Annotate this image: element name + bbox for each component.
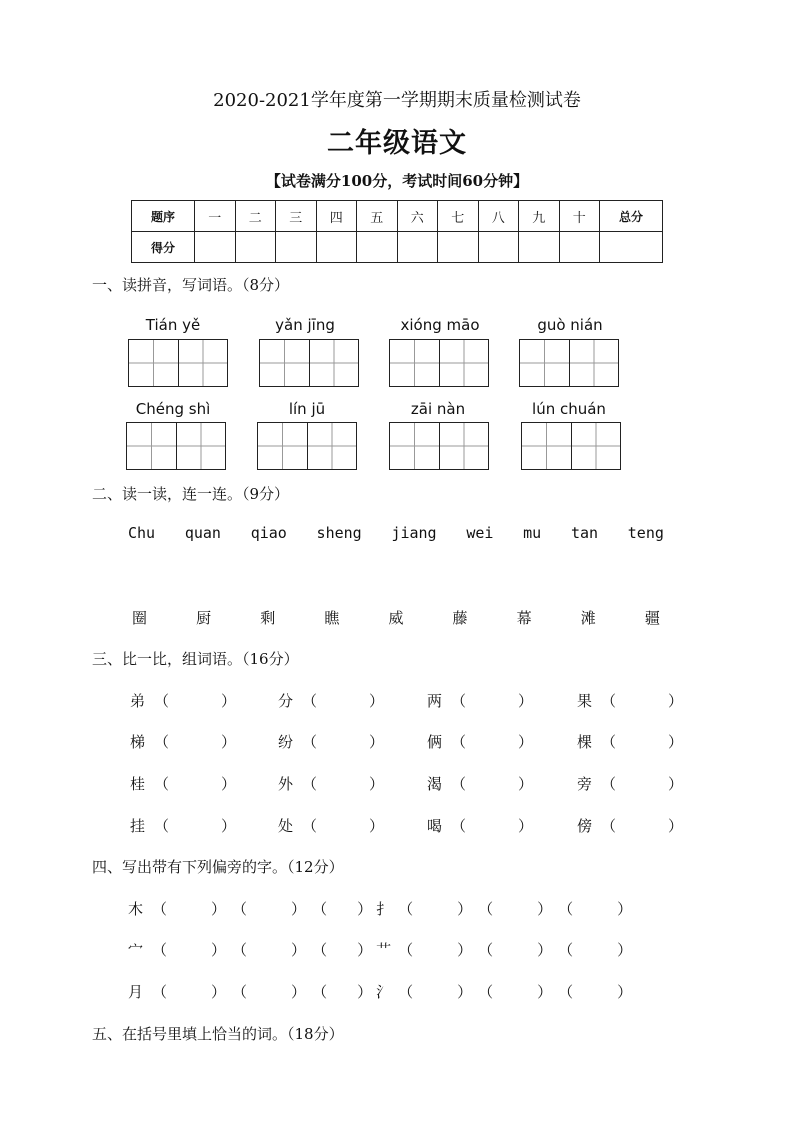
score-cell[interactable]: [276, 232, 317, 263]
close-paren: ）: [211, 941, 227, 959]
col-6: 六: [397, 201, 438, 232]
open-paren: （: [451, 733, 467, 751]
answer-blank[interactable]: [493, 939, 537, 960]
open-paren: （: [601, 817, 617, 835]
base-char: 果: [577, 692, 593, 710]
close-paren: ）: [537, 941, 553, 959]
open-paren: （: [451, 692, 467, 710]
answer-blank[interactable]: [317, 690, 369, 711]
pinyin-label: xióng māo: [400, 316, 480, 334]
pinyin-item[interactable]: tan: [570, 524, 599, 542]
score-cell[interactable]: [600, 232, 663, 263]
hanzi-item[interactable]: 剩: [260, 609, 276, 627]
writing-grid[interactable]: [128, 339, 228, 387]
score-cell[interactable]: [519, 232, 560, 263]
close-paren: ）: [617, 900, 633, 918]
base-char: 弟: [130, 692, 146, 710]
open-paren: （: [154, 733, 170, 751]
answer-blank[interactable]: [573, 981, 617, 1002]
answer-blank[interactable]: [167, 898, 211, 919]
radical-row: [128, 939, 688, 960]
answer-blank[interactable]: [466, 690, 518, 711]
close-paren: ）: [369, 692, 385, 710]
close-paren: ）: [668, 733, 684, 751]
open-paren: （: [398, 983, 414, 1001]
base-char: 喝: [427, 817, 443, 835]
close-paren: ）: [357, 900, 373, 918]
answer-blank[interactable]: [247, 898, 291, 919]
close-paren: ）: [518, 733, 534, 751]
pinyin-row: [128, 524, 664, 542]
exam-note: 【试卷满分100分，考试时间60分钟】: [265, 172, 529, 190]
col-5: 五: [357, 201, 398, 232]
close-paren: ）: [291, 941, 307, 959]
score-cell[interactable]: [316, 232, 357, 263]
close-paren: ）: [617, 941, 633, 959]
close-paren: ）: [221, 733, 237, 751]
base-char: 外: [278, 775, 294, 793]
writing-grid[interactable]: [389, 339, 489, 387]
close-paren: ）: [221, 692, 237, 710]
close-paren: ）: [537, 900, 553, 918]
word-item: [278, 815, 384, 836]
close-paren: ）: [668, 775, 684, 793]
hanzi-row: [128, 607, 664, 628]
exam-title: 2020-2021学年度第一学期期末质量检测试卷: [213, 90, 581, 111]
radical-left: 宀: [128, 941, 144, 959]
close-paren: ）: [518, 692, 534, 710]
radical-row: [128, 898, 688, 919]
answer-blank[interactable]: [169, 690, 221, 711]
base-char: 分: [278, 692, 294, 710]
word-item: [427, 773, 533, 794]
open-paren: （: [312, 900, 328, 918]
open-paren: （: [152, 941, 168, 959]
writing-grid[interactable]: [126, 422, 226, 470]
close-paren: ）: [457, 983, 473, 1001]
answer-blank[interactable]: [169, 815, 221, 836]
answer-blank[interactable]: [616, 773, 668, 794]
open-paren: （: [152, 900, 168, 918]
col-3: 三: [276, 201, 317, 232]
answer-blank[interactable]: [573, 898, 617, 919]
hanzi-item[interactable]: 幕: [516, 609, 532, 627]
section1-heading: 一、读拼音，写词语。（8分）: [92, 276, 290, 294]
base-char: 挂: [130, 817, 146, 835]
close-paren: ）: [291, 983, 307, 1001]
close-paren: ）: [369, 817, 385, 835]
pinyin-item[interactable]: wei: [466, 524, 494, 542]
answer-blank[interactable]: [573, 939, 617, 960]
answer-blank[interactable]: [493, 898, 537, 919]
answer-blank[interactable]: [413, 898, 457, 919]
pinyin-item[interactable]: qiao: [250, 524, 287, 542]
section5-heading: 五、在括号里填上恰当的词。（18分）: [92, 1025, 344, 1043]
word-item: [130, 815, 236, 836]
pinyin-label: Chéng shì: [135, 400, 211, 418]
answer-blank[interactable]: [466, 815, 518, 836]
answer-blank[interactable]: [317, 773, 369, 794]
word-item: [278, 773, 384, 794]
pinyin-item[interactable]: Chu: [128, 524, 156, 542]
base-char: 傍: [577, 817, 593, 835]
answer-blank[interactable]: [169, 773, 221, 794]
pinyin-label: lún chuán: [532, 400, 606, 418]
close-paren: ）: [457, 900, 473, 918]
open-paren: （: [478, 900, 494, 918]
close-paren: ）: [668, 817, 684, 835]
hanzi-item[interactable]: 瞧: [324, 609, 340, 627]
close-paren: ）: [221, 817, 237, 835]
word-item: [130, 773, 236, 794]
col-10: 十: [559, 201, 600, 232]
score-cell[interactable]: [478, 232, 519, 263]
score-cell[interactable]: [438, 232, 479, 263]
close-paren: ）: [357, 983, 373, 1001]
open-paren: （: [154, 817, 170, 835]
score-cell[interactable]: [357, 232, 398, 263]
pinyin-item[interactable]: quan: [184, 524, 221, 542]
word-item: [427, 815, 533, 836]
answer-blank[interactable]: [413, 981, 457, 1002]
col-4: 四: [316, 201, 357, 232]
score-cell[interactable]: [559, 232, 600, 263]
answer-blank[interactable]: [247, 939, 291, 960]
close-paren: ）: [211, 983, 227, 1001]
open-paren: （: [601, 775, 617, 793]
score-table: [131, 200, 663, 263]
open-paren: （: [398, 941, 414, 959]
answer-blank[interactable]: [317, 731, 369, 752]
close-paren: ）: [518, 775, 534, 793]
answer-blank[interactable]: [616, 815, 668, 836]
answer-blank[interactable]: [327, 981, 357, 1002]
close-paren: ）: [211, 900, 227, 918]
answer-blank[interactable]: [169, 731, 221, 752]
section4-heading: 四、写出带有下列偏旁的字。（12分）: [92, 858, 344, 876]
pinyin-item[interactable]: mu: [523, 524, 542, 542]
open-paren: （: [451, 775, 467, 793]
hanzi-item[interactable]: 威: [388, 609, 404, 627]
word-item: [278, 731, 384, 752]
pinyin-item[interactable]: jiang: [391, 524, 437, 542]
open-paren: （: [558, 941, 574, 959]
close-paren: ）: [369, 733, 385, 751]
pinyin-label: guò nián: [537, 316, 603, 334]
open-paren: （: [154, 692, 170, 710]
answer-blank[interactable]: [167, 981, 211, 1002]
row-label-score: 得分: [132, 232, 195, 263]
open-paren: （: [152, 983, 168, 1001]
base-char: 处: [278, 817, 294, 835]
radical-right: 氵: [376, 983, 392, 1001]
close-paren: ）: [457, 941, 473, 959]
radical-right: 扌: [376, 900, 392, 918]
word-item: [427, 690, 533, 711]
score-cell[interactable]: [195, 232, 236, 263]
answer-blank[interactable]: [413, 939, 457, 960]
hanzi-item[interactable]: 圈: [132, 609, 148, 627]
writing-grid[interactable]: [259, 339, 359, 387]
answer-blank[interactable]: [616, 690, 668, 711]
open-paren: （: [302, 733, 318, 751]
col-9: 九: [519, 201, 560, 232]
open-paren: （: [558, 900, 574, 918]
open-paren: （: [154, 775, 170, 793]
writing-grid[interactable]: [519, 339, 619, 387]
word-item: [577, 731, 683, 752]
close-paren: ）: [291, 900, 307, 918]
word-item: [577, 690, 683, 711]
col-8: 八: [478, 201, 519, 232]
writing-grid[interactable]: [521, 422, 621, 470]
writing-grid[interactable]: [257, 422, 357, 470]
base-char: 桂: [130, 775, 146, 793]
word-item: [577, 815, 683, 836]
pinyin-label: yǎn jīng: [275, 316, 335, 334]
answer-blank[interactable]: [493, 981, 537, 1002]
open-paren: （: [302, 817, 318, 835]
base-char: 两: [427, 692, 443, 710]
radical-row: [128, 981, 688, 1002]
answer-blank[interactable]: [466, 731, 518, 752]
col-total: 总分: [600, 201, 663, 232]
word-item: [577, 773, 683, 794]
answer-blank[interactable]: [247, 981, 291, 1002]
radical-right: 艹: [376, 941, 392, 959]
open-paren: （: [232, 900, 248, 918]
score-cell[interactable]: [235, 232, 276, 263]
open-paren: （: [601, 733, 617, 751]
close-paren: ）: [518, 817, 534, 835]
word-item: [130, 731, 236, 752]
pinyin-item[interactable]: sheng: [316, 524, 362, 542]
open-paren: （: [451, 817, 467, 835]
close-paren: ）: [221, 775, 237, 793]
exam-subtitle: 二年级语文: [327, 128, 467, 159]
open-paren: （: [302, 775, 318, 793]
answer-blank[interactable]: [317, 815, 369, 836]
col-2: 二: [235, 201, 276, 232]
word-item: [427, 731, 533, 752]
answer-blank[interactable]: [327, 898, 357, 919]
word-item: [130, 690, 236, 711]
pinyin-label: lín jū: [288, 400, 326, 418]
open-paren: （: [232, 941, 248, 959]
answer-blank[interactable]: [466, 773, 518, 794]
open-paren: （: [398, 900, 414, 918]
answer-blank[interactable]: [616, 731, 668, 752]
base-char: 梯: [130, 733, 146, 751]
base-char: 棵: [577, 733, 593, 751]
pinyin-label: zāi nàn: [410, 400, 466, 418]
open-paren: （: [478, 983, 494, 1001]
base-char: 旁: [577, 775, 593, 793]
col-1: 一: [195, 201, 236, 232]
close-paren: ）: [617, 983, 633, 1001]
base-char: 俩: [427, 733, 443, 751]
section3-heading: 三、比一比，组词语。（16分）: [92, 650, 299, 668]
open-paren: （: [232, 983, 248, 1001]
hanzi-item[interactable]: 疆: [644, 609, 660, 627]
hanzi-item[interactable]: 滩: [580, 609, 596, 627]
open-paren: （: [601, 692, 617, 710]
close-paren: ）: [668, 692, 684, 710]
close-paren: ）: [537, 983, 553, 1001]
score-cell[interactable]: [397, 232, 438, 263]
open-paren: （: [302, 692, 318, 710]
section2-heading: 二、读一读，连一连。（9分）: [92, 485, 290, 503]
hanzi-item[interactable]: 厨: [196, 609, 212, 627]
base-char: 纷: [278, 733, 294, 751]
radical-left: 木: [128, 900, 144, 918]
close-paren: ）: [369, 775, 385, 793]
base-char: 渴: [427, 775, 443, 793]
col-7: 七: [438, 201, 479, 232]
open-paren: （: [478, 941, 494, 959]
hanzi-item[interactable]: 藤: [452, 609, 468, 627]
open-paren: （: [312, 941, 328, 959]
word-item: [278, 690, 384, 711]
pinyin-label: Tián yě: [145, 316, 201, 334]
close-paren: ）: [357, 941, 373, 959]
pinyin-item[interactable]: teng: [627, 524, 664, 542]
answer-blank[interactable]: [167, 939, 211, 960]
writing-grid[interactable]: [389, 422, 489, 470]
row-label-order: 题序: [132, 201, 195, 232]
answer-blank[interactable]: [327, 939, 357, 960]
open-paren: （: [312, 983, 328, 1001]
radical-left: 月: [128, 983, 144, 1001]
open-paren: （: [558, 983, 574, 1001]
